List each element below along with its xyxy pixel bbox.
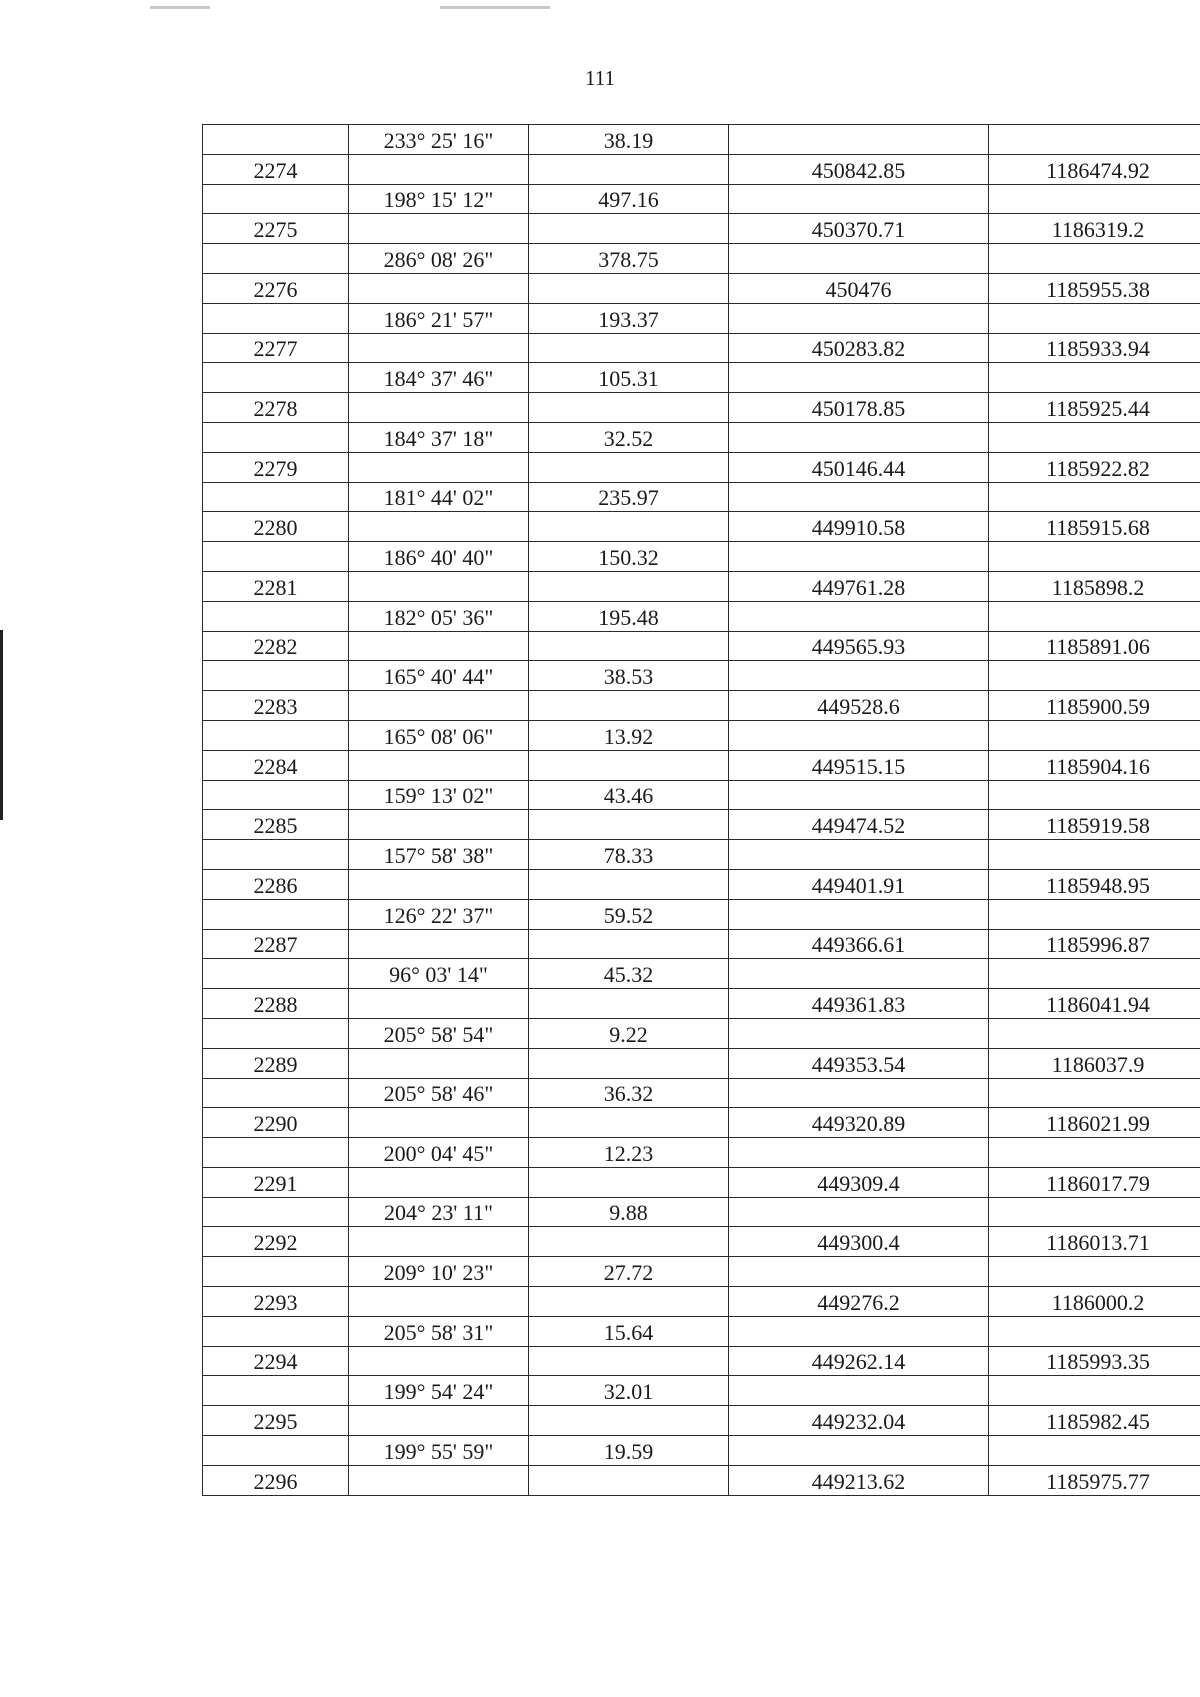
- table-row-point: [203, 750, 1200, 780]
- bearing-cell: 204° 23' 11": [349, 1197, 529, 1227]
- distance-cell: 59.52: [529, 899, 729, 929]
- easting-cell: 1185982.45: [989, 1406, 1200, 1436]
- bearing-cell: [349, 1108, 529, 1138]
- easting-cell: [989, 363, 1200, 393]
- table-row-leg: [203, 1018, 1200, 1048]
- point-cell: [203, 1257, 349, 1287]
- table-row-leg: [203, 720, 1200, 750]
- bearing-cell: 165° 08' 06": [349, 720, 529, 750]
- table-row-point: [203, 1406, 1200, 1436]
- point-cell: 2285: [203, 810, 349, 840]
- northing-cell: 449320.89: [729, 1108, 989, 1138]
- northing-cell: 449528.6: [729, 691, 989, 721]
- scan-edge-mark: [0, 630, 3, 820]
- point-cell: [203, 542, 349, 572]
- bearing-cell: 205° 58' 54": [349, 1018, 529, 1048]
- point-cell: [203, 482, 349, 512]
- bearing-cell: 181° 44' 02": [349, 482, 529, 512]
- northing-cell: [729, 1316, 989, 1346]
- bearing-cell: [349, 810, 529, 840]
- bearing-cell: 126° 22' 37": [349, 899, 529, 929]
- coordinate-table-body: [203, 125, 1200, 1496]
- point-cell: 2276: [203, 273, 349, 303]
- bearing-cell: 200° 04' 45": [349, 1138, 529, 1168]
- northing-cell: 449761.28: [729, 571, 989, 601]
- bearing-cell: [349, 631, 529, 661]
- point-cell: 2293: [203, 1287, 349, 1317]
- easting-cell: [989, 601, 1200, 631]
- point-cell: 2292: [203, 1227, 349, 1257]
- easting-cell: [989, 1376, 1200, 1406]
- distance-cell: [529, 810, 729, 840]
- distance-cell: [529, 1287, 729, 1317]
- table-row-point: [203, 631, 1200, 661]
- point-cell: 2278: [203, 393, 349, 423]
- bearing-cell: 198° 15' 12": [349, 184, 529, 214]
- table-row-leg: [203, 363, 1200, 393]
- bearing-cell: 159° 13' 02": [349, 780, 529, 810]
- distance-cell: 43.46: [529, 780, 729, 810]
- distance-cell: [529, 154, 729, 184]
- northing-cell: 449213.62: [729, 1465, 989, 1495]
- northing-cell: [729, 422, 989, 452]
- bearing-cell: [349, 929, 529, 959]
- bearing-cell: [349, 154, 529, 184]
- bearing-cell: [349, 1227, 529, 1257]
- table-row-point: [203, 1227, 1200, 1257]
- easting-cell: 1186041.94: [989, 989, 1200, 1019]
- distance-cell: [529, 869, 729, 899]
- table-row-point: [203, 929, 1200, 959]
- northing-cell: [729, 1018, 989, 1048]
- easting-cell: [989, 1078, 1200, 1108]
- table-row-point: [203, 333, 1200, 363]
- northing-cell: [729, 1138, 989, 1168]
- point-cell: 2296: [203, 1465, 349, 1495]
- point-cell: [203, 244, 349, 274]
- northing-cell: [729, 1257, 989, 1287]
- easting-cell: 1186000.2: [989, 1287, 1200, 1317]
- distance-cell: [529, 1167, 729, 1197]
- easting-cell: [989, 1316, 1200, 1346]
- northing-cell: 450283.82: [729, 333, 989, 363]
- distance-cell: 27.72: [529, 1257, 729, 1287]
- easting-cell: 1185948.95: [989, 869, 1200, 899]
- distance-cell: 38.53: [529, 661, 729, 691]
- distance-cell: 45.32: [529, 959, 729, 989]
- bearing-cell: [349, 989, 529, 1019]
- distance-cell: 12.23: [529, 1138, 729, 1168]
- bearing-cell: 182° 05' 36": [349, 601, 529, 631]
- northing-cell: [729, 661, 989, 691]
- distance-cell: 9.22: [529, 1018, 729, 1048]
- table-row-leg: [203, 899, 1200, 929]
- easting-cell: 1185900.59: [989, 691, 1200, 721]
- easting-cell: [989, 542, 1200, 572]
- easting-cell: 1185891.06: [989, 631, 1200, 661]
- bearing-cell: [349, 571, 529, 601]
- easting-cell: [989, 125, 1200, 155]
- distance-cell: [529, 393, 729, 423]
- point-cell: 2277: [203, 333, 349, 363]
- point-cell: [203, 303, 349, 333]
- bearing-cell: 205° 58' 46": [349, 1078, 529, 1108]
- bearing-cell: [349, 1346, 529, 1376]
- bearing-cell: [349, 1406, 529, 1436]
- table-row-leg: [203, 1436, 1200, 1466]
- table-row-point: [203, 1287, 1200, 1317]
- table-row-leg: [203, 1078, 1200, 1108]
- point-cell: [203, 1316, 349, 1346]
- bearing-cell: 186° 21' 57": [349, 303, 529, 333]
- northing-cell: 449300.4: [729, 1227, 989, 1257]
- distance-cell: 19.59: [529, 1436, 729, 1466]
- easting-cell: [989, 780, 1200, 810]
- distance-cell: [529, 929, 729, 959]
- table-row-point: [203, 1465, 1200, 1495]
- distance-cell: 32.52: [529, 422, 729, 452]
- bearing-cell: [349, 393, 529, 423]
- bearing-cell: 233° 25' 16": [349, 125, 529, 155]
- easting-cell: [989, 422, 1200, 452]
- northing-cell: [729, 899, 989, 929]
- northing-cell: 449910.58: [729, 512, 989, 542]
- bearing-cell: [349, 452, 529, 482]
- table-row-point: [203, 214, 1200, 244]
- northing-cell: [729, 720, 989, 750]
- northing-cell: 449515.15: [729, 750, 989, 780]
- distance-cell: [529, 1346, 729, 1376]
- point-cell: 2275: [203, 214, 349, 244]
- table-row-leg: [203, 780, 1200, 810]
- bearing-cell: [349, 691, 529, 721]
- table-row-leg: [203, 184, 1200, 214]
- easting-cell: 1185925.44: [989, 393, 1200, 423]
- easting-cell: 1185933.94: [989, 333, 1200, 363]
- bearing-cell: 205° 58' 31": [349, 1316, 529, 1346]
- bearing-cell: [349, 1465, 529, 1495]
- table-row-leg: [203, 840, 1200, 870]
- northing-cell: 449366.61: [729, 929, 989, 959]
- northing-cell: [729, 542, 989, 572]
- distance-cell: [529, 691, 729, 721]
- northing-cell: [729, 1197, 989, 1227]
- distance-cell: 378.75: [529, 244, 729, 274]
- northing-cell: 449401.91: [729, 869, 989, 899]
- bearing-cell: 286° 08' 26": [349, 244, 529, 274]
- easting-cell: [989, 1436, 1200, 1466]
- bearing-cell: [349, 1167, 529, 1197]
- easting-cell: 1185993.35: [989, 1346, 1200, 1376]
- point-cell: [203, 780, 349, 810]
- northing-cell: 449309.4: [729, 1167, 989, 1197]
- bearing-cell: 165° 40' 44": [349, 661, 529, 691]
- easting-cell: 1186319.2: [989, 214, 1200, 244]
- distance-cell: [529, 273, 729, 303]
- distance-cell: [529, 512, 729, 542]
- northing-cell: [729, 482, 989, 512]
- point-cell: 2286: [203, 869, 349, 899]
- easting-cell: [989, 303, 1200, 333]
- point-cell: [203, 363, 349, 393]
- bearing-cell: [349, 750, 529, 780]
- easting-cell: [989, 1018, 1200, 1048]
- easting-cell: 1186474.92: [989, 154, 1200, 184]
- table-row-leg: [203, 1376, 1200, 1406]
- bearing-cell: [349, 1048, 529, 1078]
- table-row-point: [203, 1108, 1200, 1138]
- easting-cell: [989, 840, 1200, 870]
- point-cell: 2291: [203, 1167, 349, 1197]
- northing-cell: 449232.04: [729, 1406, 989, 1436]
- coordinate-table: [202, 124, 1200, 1496]
- distance-cell: 15.64: [529, 1316, 729, 1346]
- bearing-cell: 199° 55' 59": [349, 1436, 529, 1466]
- northing-cell: [729, 125, 989, 155]
- easting-cell: 1186021.99: [989, 1108, 1200, 1138]
- easting-cell: [989, 959, 1200, 989]
- point-cell: 2282: [203, 631, 349, 661]
- easting-cell: 1186017.79: [989, 1167, 1200, 1197]
- scan-artifact: [440, 6, 550, 9]
- point-cell: 2274: [203, 154, 349, 184]
- easting-cell: 1185922.82: [989, 452, 1200, 482]
- table-row-leg: [203, 244, 1200, 274]
- bearing-cell: 186° 40' 40": [349, 542, 529, 572]
- easting-cell: [989, 244, 1200, 274]
- table-row-point: [203, 869, 1200, 899]
- distance-cell: 13.92: [529, 720, 729, 750]
- distance-cell: 150.32: [529, 542, 729, 572]
- easting-cell: [989, 899, 1200, 929]
- bearing-cell: [349, 214, 529, 244]
- distance-cell: [529, 1227, 729, 1257]
- distance-cell: [529, 333, 729, 363]
- table-row-point: [203, 1048, 1200, 1078]
- point-cell: [203, 1197, 349, 1227]
- scan-artifact: [150, 6, 210, 9]
- point-cell: [203, 1138, 349, 1168]
- northing-cell: [729, 1078, 989, 1108]
- table-row-point: [203, 273, 1200, 303]
- distance-cell: [529, 631, 729, 661]
- point-cell: 2279: [203, 452, 349, 482]
- point-cell: [203, 1078, 349, 1108]
- bearing-cell: 209° 10' 23": [349, 1257, 529, 1287]
- easting-cell: 1186013.71: [989, 1227, 1200, 1257]
- table-row-leg: [203, 125, 1200, 155]
- table-row-point: [203, 1346, 1200, 1376]
- table-row-leg: [203, 542, 1200, 572]
- distance-cell: 78.33: [529, 840, 729, 870]
- easting-cell: [989, 1197, 1200, 1227]
- northing-cell: 449474.52: [729, 810, 989, 840]
- easting-cell: 1185955.38: [989, 273, 1200, 303]
- easting-cell: [989, 1138, 1200, 1168]
- table-row-leg: [203, 1316, 1200, 1346]
- point-cell: [203, 1436, 349, 1466]
- distance-cell: [529, 571, 729, 601]
- distance-cell: 235.97: [529, 482, 729, 512]
- table-row-point: [203, 512, 1200, 542]
- easting-cell: [989, 1257, 1200, 1287]
- bearing-cell: 184° 37' 18": [349, 422, 529, 452]
- easting-cell: [989, 661, 1200, 691]
- table-row-point: [203, 452, 1200, 482]
- northing-cell: 449565.93: [729, 631, 989, 661]
- point-cell: 2294: [203, 1346, 349, 1376]
- point-cell: [203, 1376, 349, 1406]
- table-row-point: [203, 1167, 1200, 1197]
- bearing-cell: [349, 869, 529, 899]
- distance-cell: [529, 750, 729, 780]
- northing-cell: 450842.85: [729, 154, 989, 184]
- distance-cell: [529, 214, 729, 244]
- point-cell: 2281: [203, 571, 349, 601]
- easting-cell: [989, 720, 1200, 750]
- distance-cell: [529, 989, 729, 1019]
- table-row-leg: [203, 482, 1200, 512]
- northing-cell: [729, 780, 989, 810]
- easting-cell: 1185915.68: [989, 512, 1200, 542]
- northing-cell: [729, 363, 989, 393]
- northing-cell: [729, 601, 989, 631]
- point-cell: 2283: [203, 691, 349, 721]
- distance-cell: 9.88: [529, 1197, 729, 1227]
- northing-cell: [729, 1436, 989, 1466]
- northing-cell: 449361.83: [729, 989, 989, 1019]
- distance-cell: 36.32: [529, 1078, 729, 1108]
- point-cell: [203, 184, 349, 214]
- northing-cell: 450178.85: [729, 393, 989, 423]
- northing-cell: [729, 303, 989, 333]
- table-row-point: [203, 989, 1200, 1019]
- table-row-point: [203, 691, 1200, 721]
- distance-cell: 497.16: [529, 184, 729, 214]
- northing-cell: 449353.54: [729, 1048, 989, 1078]
- northing-cell: 450370.71: [729, 214, 989, 244]
- northing-cell: [729, 1376, 989, 1406]
- easting-cell: 1185919.58: [989, 810, 1200, 840]
- bearing-cell: 184° 37' 46": [349, 363, 529, 393]
- table-row-leg: [203, 661, 1200, 691]
- point-cell: 2287: [203, 929, 349, 959]
- page-number: 111: [585, 66, 615, 90]
- distance-cell: [529, 1406, 729, 1436]
- northing-cell: 450476: [729, 273, 989, 303]
- point-cell: [203, 125, 349, 155]
- northing-cell: [729, 244, 989, 274]
- bearing-cell: [349, 273, 529, 303]
- easting-cell: 1185904.16: [989, 750, 1200, 780]
- table-row-leg: [203, 422, 1200, 452]
- bearing-cell: [349, 333, 529, 363]
- easting-cell: [989, 482, 1200, 512]
- point-cell: 2289: [203, 1048, 349, 1078]
- table-row-leg: [203, 1257, 1200, 1287]
- bearing-cell: 96° 03' 14": [349, 959, 529, 989]
- easting-cell: 1186037.9: [989, 1048, 1200, 1078]
- table-row-leg: [203, 303, 1200, 333]
- bearing-cell: 199° 54' 24": [349, 1376, 529, 1406]
- table-row-point: [203, 393, 1200, 423]
- point-cell: 2295: [203, 1406, 349, 1436]
- easting-cell: [989, 184, 1200, 214]
- northing-cell: 450146.44: [729, 452, 989, 482]
- point-cell: [203, 840, 349, 870]
- table-row-leg: [203, 1197, 1200, 1227]
- northing-cell: [729, 840, 989, 870]
- distance-cell: [529, 1465, 729, 1495]
- bearing-cell: 157° 58' 38": [349, 840, 529, 870]
- table-row-leg: [203, 601, 1200, 631]
- point-cell: [203, 1018, 349, 1048]
- point-cell: 2284: [203, 750, 349, 780]
- table-row-leg: [203, 1138, 1200, 1168]
- easting-cell: 1185898.2: [989, 571, 1200, 601]
- easting-cell: 1185975.77: [989, 1465, 1200, 1495]
- northing-cell: [729, 184, 989, 214]
- table-row-leg: [203, 959, 1200, 989]
- point-cell: [203, 959, 349, 989]
- point-cell: [203, 720, 349, 750]
- bearing-cell: [349, 512, 529, 542]
- distance-cell: [529, 1108, 729, 1138]
- table-row-point: [203, 810, 1200, 840]
- distance-cell: 38.19: [529, 125, 729, 155]
- easting-cell: 1185996.87: [989, 929, 1200, 959]
- point-cell: [203, 661, 349, 691]
- distance-cell: 195.48: [529, 601, 729, 631]
- table-row-point: [203, 571, 1200, 601]
- point-cell: 2290: [203, 1108, 349, 1138]
- point-cell: [203, 899, 349, 929]
- point-cell: 2288: [203, 989, 349, 1019]
- distance-cell: 193.37: [529, 303, 729, 333]
- table-row-point: [203, 154, 1200, 184]
- northing-cell: 449276.2: [729, 1287, 989, 1317]
- distance-cell: [529, 452, 729, 482]
- northing-cell: [729, 959, 989, 989]
- northing-cell: 449262.14: [729, 1346, 989, 1376]
- point-cell: [203, 601, 349, 631]
- point-cell: [203, 422, 349, 452]
- point-cell: 2280: [203, 512, 349, 542]
- distance-cell: 32.01: [529, 1376, 729, 1406]
- distance-cell: [529, 1048, 729, 1078]
- distance-cell: 105.31: [529, 363, 729, 393]
- bearing-cell: [349, 1287, 529, 1317]
